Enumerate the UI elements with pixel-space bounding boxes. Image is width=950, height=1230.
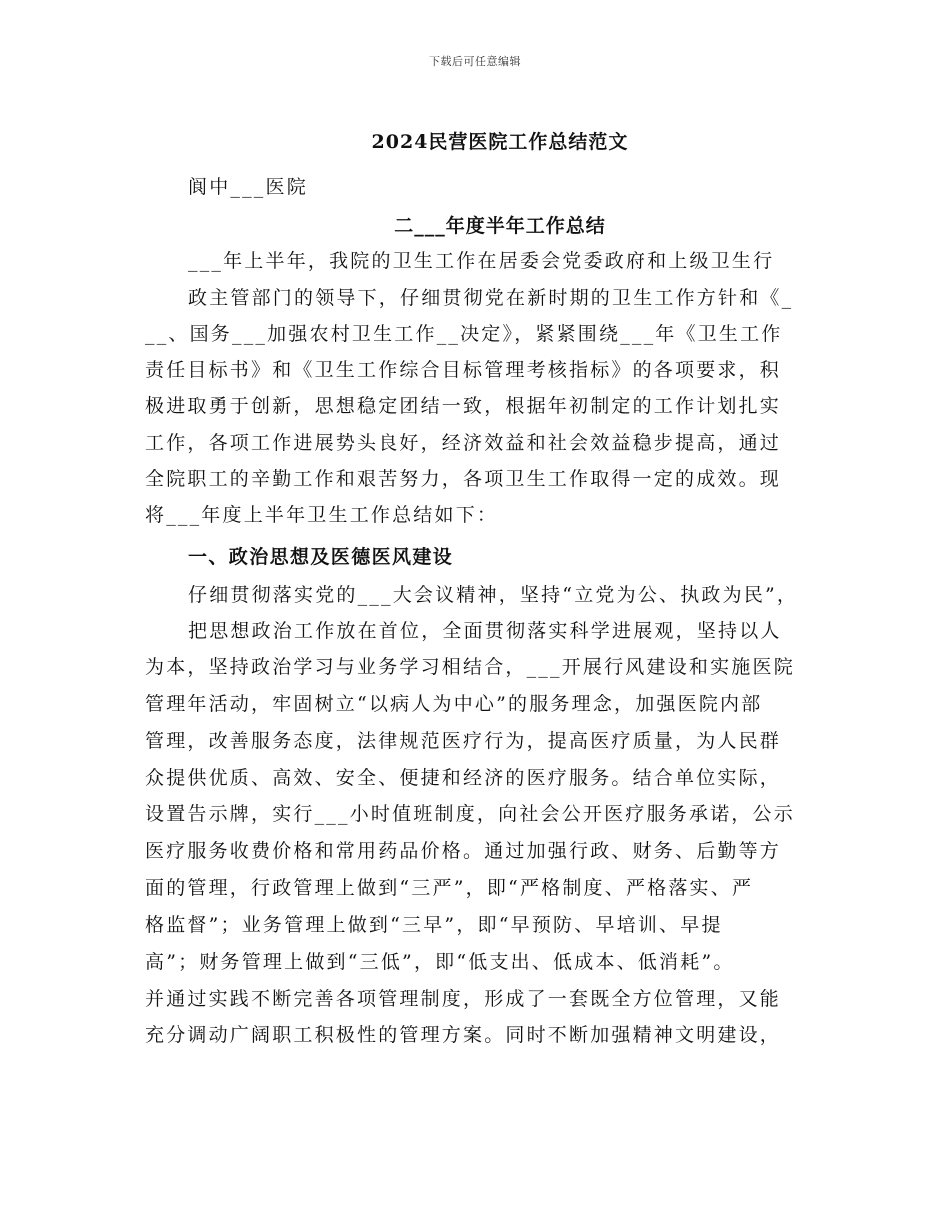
body-line: 格监督”；业务管理上做到“三早”，即“早预防、早培训、早提 [145,914,723,936]
body-line: 设置告示牌，实行___小时值班制度，向社会公开医疗服务承诺，公示 [145,803,795,825]
body-line: 仔细贯彻落实党的___大会议精神，坚持“立党为公、执政为民”， [188,584,799,606]
body-line: 管理年活动，牢固树立“以病人为中心”的服务理念，加强医院内部 [145,693,763,715]
body-line: 管理，改善服务态度，法律规范医疗行为，提高医疗质量，为人民群 [145,730,782,752]
body-line: 为本，坚持政治学习与业务学习相结合，___开展行风建设和实施医院 [145,656,795,678]
body-line: 责任目标书》和《卫生工作综合目标管理考核指标》的各项要求，积 [145,359,782,381]
body-line: 政主管部门的领导下，仔细贯彻党在新时期的卫生工作方针和《_ [188,287,794,309]
body-line: 把思想政治工作放在首位，全面贯彻落实科学进展观，坚持以人 [188,620,782,642]
body-line: 医疗服务收费价格和常用药品价格。通过加强行政、财务、后勤等方 [145,840,782,862]
body-line: __、国务___加强农村卫生工作__决定》，紧紧围绕___年《卫生工作 [145,323,783,345]
header-note: 下载后可任意编辑 [429,55,521,68]
body-line: 极进取勇于创新，思想稳定团结一致，根据年初制定的工作计划扎实 [145,395,782,417]
body-line: 面的管理，行政管理上做到“三严”，即“严格制度、严格落实、严 [145,877,754,899]
body-line: 工作，各项工作进展势头良好，经济效益和社会效益稳步提高，通过 [145,432,782,454]
body-line: 将___年度上半年卫生工作总结如下： [145,504,499,526]
body-line: 全院职工的辛勤工作和艰苦努力，各项卫生工作取得一定的成效。现 [145,468,782,490]
body-line: 充分调动广阔职工积极性的管理方案。同时不断加强精神文明建设， [145,1024,782,1046]
body-line: 并通过实践不断完善各项管理制度，形成了一套既全方位管理，又能 [145,988,782,1010]
hospital-line: 阆中___医院 [188,176,308,198]
section-heading: 一、政治思想及医德医风建设 [188,546,454,568]
page-title: 2024民营医院工作总结范文 [371,131,629,153]
subtitle: 二___年度半年工作总结 [394,215,606,237]
body-line: 众提供优质、高效、安全、便捷和经济的医疗服务。结合单位实际， [145,767,782,789]
body-line: 高”；财务管理上做到“三低”，即“低支出、低成本、低消耗”。 [145,951,735,973]
body-line: ___年上半年，我院的卫生工作在居委会党委政府和上级卫生行 [188,250,775,272]
